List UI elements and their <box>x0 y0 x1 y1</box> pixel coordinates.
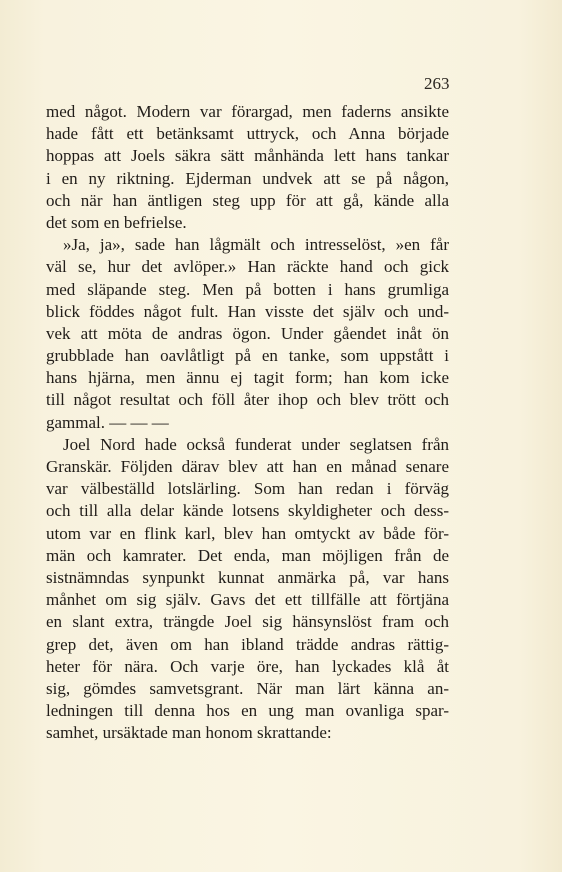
text-line: heter för nära. Och varje öre, han lyckades klå åt <box>46 656 449 676</box>
text-line: med något. Modern var förargad, men faderns ansikte <box>46 102 449 121</box>
text-line: gammal. — — — <box>46 412 169 432</box>
text-line: män och kamrater. Det enda, man möjligen från de <box>46 545 449 565</box>
text-line: Granskär. Följden därav blev att han en månad senare <box>46 457 449 476</box>
text-line: väl se, hur det avlöper.» Han räckte hand och gick <box>46 257 449 277</box>
text-line: »Ja, ja», sade han lågmält och intresselöst, »en får <box>63 235 449 255</box>
body-text <box>46 101 449 744</box>
text-line: och till alla delar kände lotsens skyldigheter och dess- <box>46 501 449 521</box>
text-line: och när han äntligen steg upp för att gå, kände alla <box>46 190 449 210</box>
text-line: hoppas att Joels säkra sätt månhända lett hans tankar <box>46 146 449 166</box>
text-line: till något resultat och föll åter ihop och blev trött och <box>46 390 449 410</box>
text-line: månhet om sig själv. Gavs det ett tillfälle att förtjäna <box>46 590 449 610</box>
text-line: var välbeställd lotslärling. Som han redan i förväg <box>46 479 449 499</box>
text-line: grep det, även om han ibland trädde andras rättig- <box>46 634 449 654</box>
text-line: utom var en flink karl, blev han omtyckt av både för- <box>46 523 449 543</box>
text-line: sistnämndas synpunkt kunnat anmärka på, var hans <box>46 567 449 587</box>
text-line: sig, gömdes samvetsgrant. När man lärt känna an- <box>46 678 449 698</box>
text-line: samhet, ursäktade man honom skrattande: <box>46 723 332 743</box>
text-line: i en ny riktning. Ejderman undvek att se på någon, <box>46 168 449 188</box>
text-line: en slant extra, trängde Joel sig hänsynslöst fram och <box>46 612 449 632</box>
text-line: hans hjärna, men ännu ej tagit form; han kom icke <box>46 368 449 388</box>
page-number: 263 <box>424 74 450 93</box>
text-line: blick föddes något fult. Han visste det själv och und- <box>46 301 449 321</box>
text-line: Joel Nord hade också funderat under seglatsen från <box>63 434 449 454</box>
text-line: det som en befrielse. <box>46 212 187 232</box>
text-line: vek att möta de andras ögon. Under gåendet inåt ön <box>46 323 449 343</box>
text-line: ledningen till denna hos en ung man ovanliga spar- <box>46 701 449 721</box>
text-line: grubblade han oavlåtligt på en tanke, som uppstått i <box>46 346 449 366</box>
text-line: hade fått ett betänksamt uttryck, och Anna började <box>46 124 449 144</box>
text-line: med släpande steg. Men på botten i hans grumliga <box>46 279 449 299</box>
